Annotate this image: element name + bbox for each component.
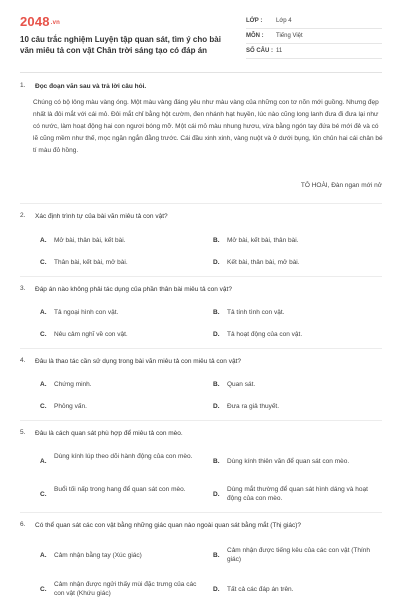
option-text: Tả tính tình con vật. xyxy=(227,309,285,316)
page-header xyxy=(20,14,382,62)
option-text: Nêu cảm nghĩ về con vật. xyxy=(54,331,128,338)
option-letter: C. xyxy=(40,259,47,266)
option-text: Mở bài, thân bài, kết bài. xyxy=(54,237,126,244)
option-text: Tả ngoại hình con vật. xyxy=(54,309,119,316)
meta-row-grade xyxy=(246,14,382,29)
option-text: Buổi tối nấp trong hang để quan sát con mèo. xyxy=(54,486,186,493)
reading-passage: Chúng có bộ lông màu vàng óng. Một màu vàng đáng yêu như màu vàng của những con tơ nõn mới guồng. Nhưng đẹp nhất là đôi mắt với cái mỏ. Đôi mắt chỉ bằng hột cườm, đen nhánh hạt huyền, lúc nào cũng long lanh đưa đi đưa lại như có nước, làm hoạt động hai con ngươi bóng mỡ. Một cái mỏ màu nhung hươu, vừa bằng ngón tay đứa bé mới đẻ và có lẽ cũng mềm như thế, mọc ngăn ngắn đằng trước. Cái đầu xinh xinh, vàng nuột và ở dưới bụng, lủn chủn hai cái chân bé tí màu đỏ hồng. xyxy=(33,99,383,154)
meta-table xyxy=(246,14,382,59)
meta-value: 11 xyxy=(276,48,283,54)
option-letter: D. xyxy=(213,259,220,266)
option-text: Dùng kính lúp theo dõi hành động của con mèo. xyxy=(54,453,193,460)
option-letter: B. xyxy=(213,552,220,559)
option-text: Tả hoạt động của con vật. xyxy=(227,331,303,338)
site-logo[interactable] xyxy=(20,14,60,29)
question-divider xyxy=(20,203,382,204)
option-text: Cảm nhận bằng tay (Xúc giác) xyxy=(54,552,142,559)
option-letter: C. xyxy=(40,331,47,338)
logo-text: 2048 xyxy=(20,14,50,29)
question-text: Xác định trình tự của bài văn miêu tả con vật? xyxy=(35,213,168,220)
question-text: Đâu là cách quan sát phù hợp để miêu tả con mèo. xyxy=(35,430,183,437)
question-text: Đâu là thao tác cần sử dụng trong bài văn miêu tả con miêu tả con vật? xyxy=(35,358,241,365)
option-text: Chứng minh. xyxy=(54,381,92,388)
question-divider xyxy=(20,276,382,277)
meta-row-subject xyxy=(246,29,382,44)
option-text: Phỏng vấn. xyxy=(54,403,87,410)
option-text: Dùng mắt thường để quan sát hình dáng và hoạt động của con mèo. xyxy=(227,486,368,502)
option-letter: D. xyxy=(213,403,220,410)
option-text: Thân bài, kết bài, mở bài. xyxy=(54,259,128,266)
option-text: Kết bài, thân bài, mở bài. xyxy=(227,259,300,266)
page-title: 10 câu trắc nghiệm Luyện tập quan sát, tìm ý cho bài văn miêu tả con vật Chân trời sáng tạo có đáp án xyxy=(20,35,221,55)
option-letter: C. xyxy=(40,491,47,498)
option-text: Tất cả các đáp án trên. xyxy=(227,586,294,593)
meta-key: SỐ CÂU : xyxy=(246,48,273,54)
option-letter: D. xyxy=(213,586,220,593)
option-letter: A. xyxy=(40,458,47,465)
option-letter: A. xyxy=(40,237,47,244)
meta-key: MÔN : xyxy=(246,33,264,39)
meta-row-count xyxy=(246,44,382,59)
option-text: Đưa ra giả thuyết. xyxy=(227,403,280,410)
option-letter: A. xyxy=(40,552,47,559)
logo-suffix: .vn xyxy=(50,19,61,26)
option-letter: B. xyxy=(213,309,220,316)
option-letter: A. xyxy=(40,381,47,388)
header-divider xyxy=(20,72,382,73)
option-letter: B. xyxy=(213,458,220,465)
question-number: 6. xyxy=(20,521,26,528)
question-text: Đọc đoạn văn sau và trả lời câu hỏi. xyxy=(35,83,147,90)
question-number: 4. xyxy=(20,357,26,364)
question-number: 1. xyxy=(20,82,26,89)
question-divider xyxy=(20,348,382,349)
option-text: Dùng kính thiên văn để quan sát con mèo. xyxy=(227,458,350,465)
option-letter: A. xyxy=(40,309,47,316)
question-divider xyxy=(20,420,382,421)
question-text: Đáp án nào không phải tác dụng của phần thân bài miêu tả con vật? xyxy=(35,286,232,293)
meta-value: Tiếng Việt xyxy=(276,33,303,39)
question-number: 2. xyxy=(20,212,26,219)
option-letter: C. xyxy=(40,586,47,593)
question-number: 5. xyxy=(20,429,26,436)
option-letter: C. xyxy=(40,403,47,410)
passage-source: TÔ HOÀI, Đàn ngan mới nở xyxy=(300,182,382,189)
option-text: Cảm nhận được tiếng kêu của các con vật (Thính giác) xyxy=(227,547,371,563)
option-letter: D. xyxy=(213,331,220,338)
meta-value: Lớp 4 xyxy=(276,18,292,24)
question-text: Có thể quan sát các con vật bằng những giác quan nào ngoài quan sát bằng mắt (Thị giác)? xyxy=(35,522,301,529)
option-text: Quan sát. xyxy=(227,381,256,388)
option-letter: B. xyxy=(213,237,220,244)
option-text: Mở bài, kết bài, thân bài. xyxy=(227,237,299,244)
option-letter: B. xyxy=(213,381,220,388)
option-letter: D. xyxy=(213,491,220,498)
option-text: Cảm nhận được ngửi thấy mùi đặc trưng của các con vật (Khứu giác) xyxy=(54,581,197,597)
question-divider xyxy=(20,512,382,513)
question-number: 3. xyxy=(20,285,26,292)
meta-key: LỚP : xyxy=(246,18,263,24)
